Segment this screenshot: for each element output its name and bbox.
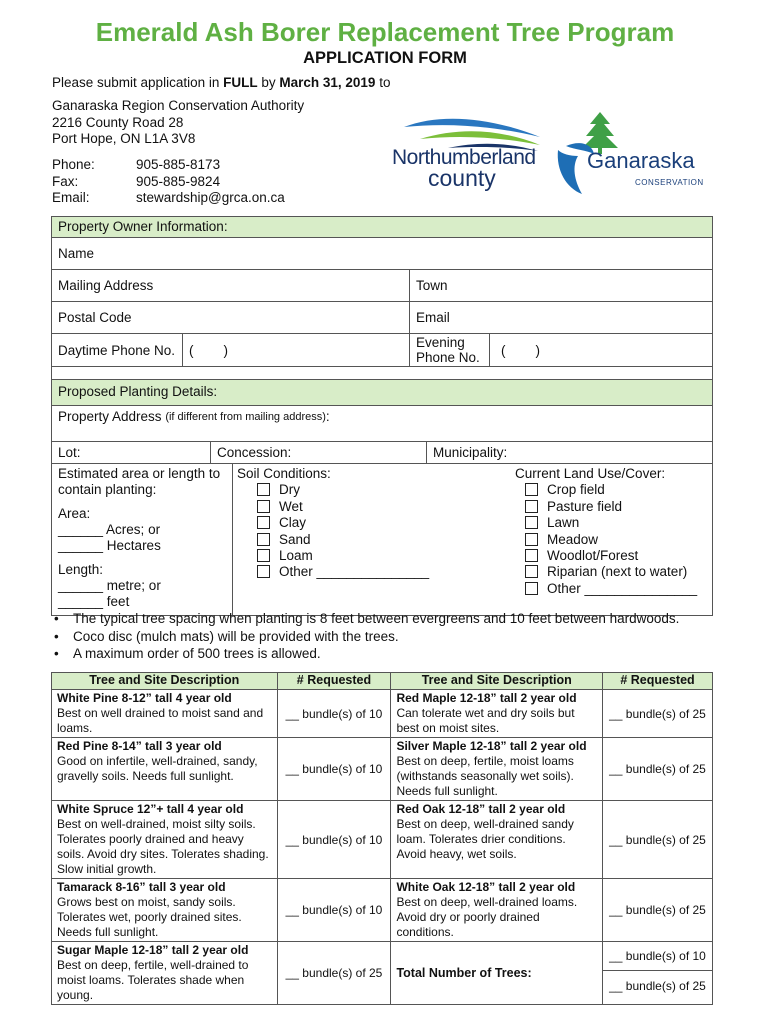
- concession-label: Concession:: [217, 445, 292, 460]
- land-use-option[interactable]: [515, 581, 708, 597]
- estimate-text: contain planting:: [58, 482, 157, 497]
- tree-name: Tamarack 8-16” tall 3 year old: [57, 880, 226, 894]
- area-code-parens: ( ): [189, 342, 228, 358]
- email-field[interactable]: [409, 302, 712, 333]
- land-use-label: Lawn: [547, 515, 580, 531]
- bundle-request-field[interactable]: __ bundle(s) of 10: [277, 879, 391, 942]
- town-label: Town: [416, 278, 448, 293]
- estimate-text: Estimated area or length to: [58, 466, 221, 481]
- fax-value: 905-885-9824: [136, 173, 221, 189]
- tree-description: [52, 801, 278, 879]
- land-use-option[interactable]: [515, 482, 708, 498]
- feet-input[interactable]: ______ feet: [58, 594, 130, 609]
- tree-description: [52, 942, 278, 1005]
- tree-order-table: [51, 672, 713, 1005]
- checkbox-icon[interactable]: [257, 500, 270, 513]
- bundle-request-field[interactable]: __ bundle(s) of 25: [603, 738, 713, 801]
- land-use-option[interactable]: [515, 548, 708, 564]
- tree-name: Red Pine 8-14” tall 3 year old: [57, 739, 222, 753]
- tree-name: Silver Maple 12-18” tall 2 year old: [396, 739, 587, 753]
- deadline-date: March 31, 2019: [279, 75, 376, 90]
- checkbox-icon[interactable]: [525, 483, 538, 496]
- town-field[interactable]: [409, 270, 712, 301]
- checkbox-icon[interactable]: [257, 533, 270, 546]
- checkbox-icon[interactable]: [257, 549, 270, 562]
- hectares-input[interactable]: ______ Hectares: [58, 538, 161, 553]
- phone-no-text: Phone No.: [416, 350, 480, 365]
- tree-name: Red Maple 12-18” tall 2 year old: [396, 691, 577, 705]
- submission-instruction: [52, 75, 390, 90]
- tree-name: Red Oak 12-18” tall 2 year old: [396, 802, 566, 816]
- address-line: Ganaraska Region Conservation Authority: [52, 98, 305, 113]
- table-row: [52, 738, 713, 801]
- evening-phone-field[interactable]: [489, 334, 712, 366]
- soil-conditions-title: Soil Conditions:: [237, 466, 331, 481]
- address-line: 2216 County Road 28: [52, 114, 184, 130]
- note-item: A maximum order of 500 trees is allowed.: [73, 646, 321, 661]
- land-use-label: Crop field: [547, 482, 605, 498]
- evening-phone-label: [409, 334, 489, 366]
- note-item: The typical tree spacing when planting is 8 feet between evergreens and 10 feet between hardwoods.: [73, 611, 680, 626]
- bundle-request-field[interactable]: __ bundle(s) of 10: [277, 738, 391, 801]
- municipality-field[interactable]: [426, 442, 712, 463]
- checkbox-icon[interactable]: [525, 533, 538, 546]
- property-address-label: Property Address: [58, 409, 162, 424]
- bullet-icon: •: [54, 611, 59, 626]
- phone-label: Phone:: [52, 157, 95, 172]
- total-bundles-10-field[interactable]: __ bundle(s) of 10: [603, 942, 712, 971]
- table-header-row: [52, 673, 713, 690]
- email-value: stewardship@grca.on.ca: [136, 190, 285, 205]
- bundle-request-field[interactable]: __ bundle(s) of 10: [277, 801, 391, 879]
- tree-description: [391, 738, 603, 801]
- bundle-request-field[interactable]: __ bundle(s) of 25: [277, 942, 391, 1005]
- bundle-request-field[interactable]: __ bundle(s) of 25: [603, 801, 713, 879]
- tree-name: White Oak 12-18” tall 2 year old: [396, 880, 576, 894]
- column-header: Tree and Site Description: [52, 673, 278, 690]
- postal-code-label: Postal Code: [58, 310, 132, 325]
- evening-text: Evening: [416, 335, 465, 350]
- tree-description: [391, 690, 603, 738]
- soil-option-label: Other _______________: [279, 564, 430, 580]
- land-use-option[interactable]: [515, 515, 708, 531]
- phone-value: 905-885-8173: [136, 157, 221, 172]
- soil-option-label: Sand: [279, 531, 311, 547]
- postal-code-field[interactable]: [52, 302, 409, 333]
- soil-option-label: Wet: [279, 498, 303, 514]
- area-length-block: [52, 464, 232, 615]
- column-header: Tree and Site Description: [391, 673, 603, 690]
- property-address-colon: :: [325, 409, 330, 424]
- lot-field[interactable]: [52, 442, 210, 463]
- land-use-option[interactable]: [515, 499, 708, 515]
- checkbox-icon[interactable]: [525, 500, 538, 513]
- table-row: [52, 879, 713, 942]
- soil-option[interactable]: [237, 499, 463, 515]
- northumberland-county-logo: [390, 115, 545, 195]
- checkbox-icon[interactable]: [525, 549, 538, 562]
- soil-option[interactable]: [237, 532, 463, 548]
- tree-description: [391, 801, 603, 879]
- checkbox-icon[interactable]: [525, 565, 538, 578]
- logo-text: county: [428, 165, 496, 191]
- total-trees-label: Total Number of Trees:: [391, 942, 603, 1005]
- tree-site-text: Good on infertile, well-drained, sandy, gravelly soils. Needs full sunlight.: [57, 754, 258, 783]
- area-code-parens: ( ): [501, 342, 540, 358]
- intro-full: FULL: [223, 75, 258, 90]
- tree-name: White Spruce 12”+ tall 4 year old: [57, 802, 244, 816]
- intro-text: Please submit application in: [52, 75, 224, 90]
- planting-notes: [54, 610, 679, 663]
- soil-conditions-block: [232, 464, 467, 615]
- daytime-phone-text: Daytime Phone No.: [58, 342, 176, 358]
- soil-option[interactable]: [237, 482, 463, 498]
- fax-label: Fax:: [52, 173, 79, 189]
- bullet-icon: •: [54, 628, 59, 644]
- tree-description: [52, 690, 278, 738]
- metre-input[interactable]: ______ metre; or: [58, 578, 161, 593]
- lot-label: Lot:: [58, 445, 81, 460]
- table-row: [52, 942, 713, 1005]
- bundle-request-field[interactable]: __ bundle(s) of 25: [603, 879, 713, 942]
- checkbox-icon[interactable]: [525, 516, 538, 529]
- land-use-title: Current Land Use/Cover:: [515, 466, 666, 481]
- tree-description: [52, 738, 278, 801]
- tree-description: [52, 879, 278, 942]
- municipality-label: Municipality:: [433, 445, 508, 460]
- tree-name: White Pine 8-12” tall 4 year old: [57, 691, 232, 705]
- intro-to: to: [375, 75, 391, 90]
- area-label: Area:: [58, 506, 91, 521]
- planting-section-heading: Proposed Planting Details:: [52, 380, 712, 406]
- address-line: Port Hope, ON L1A 3V8: [52, 131, 196, 146]
- daytime-phone-label: [52, 334, 182, 366]
- table-row: [52, 690, 713, 738]
- soil-option[interactable]: [237, 548, 463, 564]
- soil-option[interactable]: [237, 564, 463, 580]
- column-header: # Requested: [603, 673, 713, 690]
- tree-site-text: Best on deep, well-drained sandy loam. Tolerates drier conditions. Avoid heavy, wet soils.: [396, 817, 574, 861]
- soil-option-label: Dry: [279, 482, 300, 498]
- bundle-request-field[interactable]: __ bundle(s) of 10: [277, 690, 391, 738]
- land-use-block: [467, 464, 712, 615]
- property-address-note: (if different from mailing address): [165, 410, 326, 423]
- checkbox-icon[interactable]: [525, 582, 538, 595]
- land-use-label: Meadow: [547, 531, 599, 547]
- contact-block: [52, 157, 285, 207]
- checkbox-icon[interactable]: [257, 565, 270, 578]
- total-bundles-25-field[interactable]: __ bundle(s) of 25: [609, 978, 706, 993]
- land-use-label: Woodlot/Forest: [547, 548, 639, 564]
- land-use-label: Other _______________: [547, 580, 698, 596]
- tree-site-text: Grows best on moist, sandy soils. Tolerates wet, poorly drained sites. Needs full sunlight.: [57, 895, 242, 939]
- form-title: Emerald Ash Borer Replacement Tree Program: [95, 17, 675, 47]
- name-field[interactable]: [52, 238, 712, 270]
- daytime-phone-field[interactable]: [182, 334, 409, 366]
- tree-site-text: Can tolerate wet and dry soils but best on moist sites.: [396, 706, 575, 735]
- property-address-field[interactable]: [52, 406, 712, 442]
- table-row: [52, 801, 713, 879]
- logo-text: Ganaraska: [587, 148, 695, 173]
- tree-site-text: Best on well drained to moist sand and loams.: [57, 706, 264, 735]
- concession-field[interactable]: [210, 442, 426, 463]
- mailing-address-field[interactable]: [52, 270, 409, 301]
- bundle-request-field[interactable]: __ bundle(s) of 25: [603, 690, 713, 738]
- note-item: Coco disc (mulch mats) will be provided with the trees.: [73, 628, 399, 644]
- land-use-option[interactable]: [515, 532, 708, 548]
- email-label: Email:: [52, 190, 90, 205]
- tree-description: [391, 879, 603, 942]
- tree-site-text: Best on deep, well-drained loams. Avoid dry or poorly drained conditions.: [396, 895, 578, 939]
- acres-input[interactable]: ______ Acres; or: [58, 522, 161, 537]
- land-use-label: Pasture field: [547, 498, 623, 514]
- checkbox-icon[interactable]: [257, 516, 270, 529]
- soil-option[interactable]: [237, 515, 463, 531]
- total-trees-cell: [603, 942, 713, 1005]
- length-label: Length:: [58, 562, 104, 577]
- tree-site-text: Best on deep, fertile, well-drained to moist loams. Tolerates shade when young.: [57, 958, 249, 1002]
- name-label: Name: [58, 246, 95, 261]
- column-header: # Requested: [277, 673, 391, 690]
- tree-site-text: Best on well-drained, moist silty soils. Tolerates poorly drained and heavy soils. Avoid dry sites. Tolerates shading. Slow initial growth.: [57, 817, 269, 876]
- tree-site-text: Best on deep, fertile, moist loams (withstands seasonally wet soils). Needs full sunlight.: [396, 754, 574, 798]
- soil-option-label: Clay: [279, 515, 307, 531]
- logo-text: CONSERVATION: [635, 178, 704, 187]
- bullet-icon: •: [54, 646, 59, 661]
- tree-name: Sugar Maple 12-18” tall 2 year old: [57, 943, 249, 957]
- form-subtitle: APPLICATION FORM: [303, 49, 467, 67]
- land-use-label: Riparian (next to water): [547, 564, 688, 580]
- mailing-address-block: [52, 98, 304, 148]
- owner-section-heading: Property Owner Information:: [52, 217, 712, 238]
- land-use-option[interactable]: [515, 564, 708, 580]
- section-spacer: [52, 367, 712, 380]
- mailing-address-label: Mailing Address: [58, 278, 154, 293]
- application-form-fields: [51, 216, 713, 616]
- email-field-label: Email: [416, 310, 450, 325]
- ganaraska-conservation-logo: [552, 110, 712, 200]
- intro-by: by: [257, 75, 280, 90]
- logo-text: Northumberland: [392, 146, 536, 169]
- soil-option-label: Loam: [279, 548, 313, 564]
- checkbox-icon[interactable]: [257, 483, 270, 496]
